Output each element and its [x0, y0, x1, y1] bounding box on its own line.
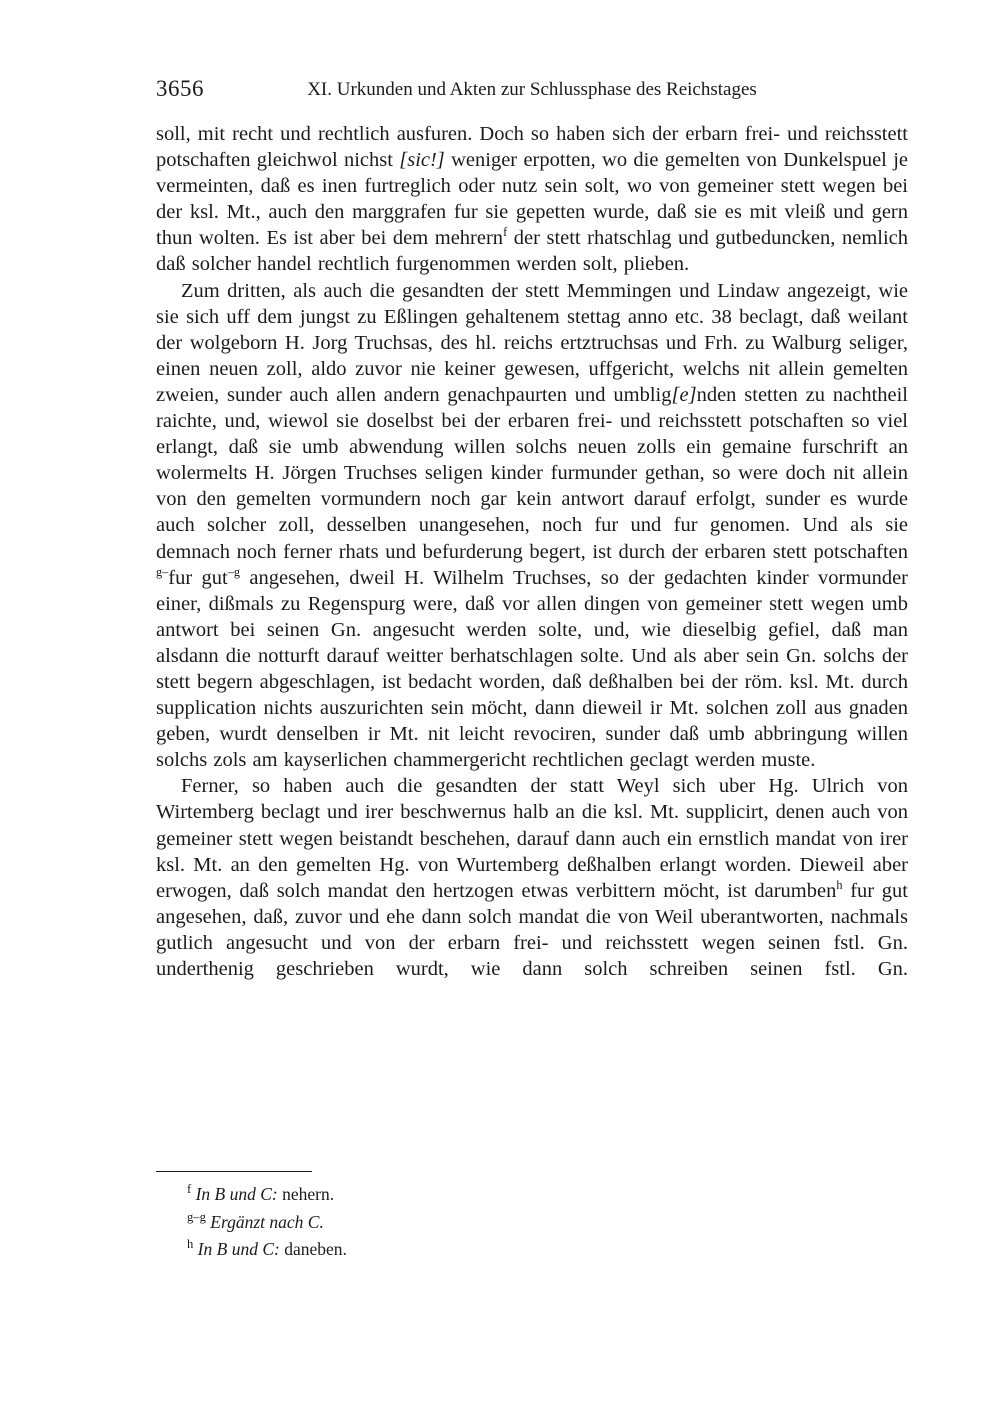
- main-text-block: [156, 121, 908, 982]
- running-header: XI. Urkunden und Akten zur Schlussphase des Reichstages: [307, 79, 757, 100]
- footnote-source: Ergänzt nach C.: [210, 1211, 324, 1232]
- sic-note: [sic!]: [399, 149, 445, 172]
- footnote-marker: h: [187, 1237, 194, 1252]
- editorial-insertion: [e]: [671, 383, 697, 406]
- footnote-marker: g–g: [187, 1209, 206, 1224]
- footnote-source: In B und C:: [197, 1239, 280, 1259]
- body-paragraph-3: [156, 773, 908, 982]
- footnote-text: nehern.: [277, 1184, 335, 1204]
- text-segment: weniger erpotten, wo die gemelten von Dunkelspuel je vermeinten, daß es inen furtreglich oder nutz sein solt, wo von gemeiner stett wegen bei der ksl. Mt., auch den marggrafen fur sie gepetten wurde, daß sie es mit vleiß und gern thun wolten. Es ist aber bei dem mehrern: [156, 149, 908, 250]
- text-segment: fur gut angesehen, daß, zuvor und ehe dann solch mandat die von Weil uberantworten, nachmals gutlich angesucht und von der erbarn frei- und reichsstett wegen seinen fstl. Gn. underthenig geschrieben wurdt, wie dann solch schreiben seinen fstl. Gn.: [156, 879, 908, 980]
- footnote-reference-f: f: [503, 225, 508, 240]
- text-segment: soll, mit recht und rechtlich ausfuren. Doch so haben sich der erbarn frei- und reichsstett potschaften gleichwol nichst: [156, 123, 908, 172]
- body-paragraph-2: [156, 278, 908, 774]
- text-segment: Zum dritten, als auch die gesandten der stett Memmingen und Lindaw angezeigt, wie sie sich uff dem jungst zu Eßlingen gehaltenem stettag anno etc. 38 beclagt, daß weilant der wolgeborn H. Jorg Truchsas, des hl. reichs ertztruchsas und Frh. zu Walburg seliger, einen neuen zoll, aldo zuvor nie keiner gewesen, uffgericht, welchs nit allein gemelten zweien, sunder auch allen andern genachpaurten und umblig: [156, 279, 908, 406]
- text-segment: fur gut: [168, 566, 228, 589]
- footnotes-section: [156, 1171, 908, 1264]
- footnote-reference-h: h: [836, 877, 843, 892]
- footnote-reference-g-close: –g: [227, 564, 241, 579]
- page-number: 3656: [156, 76, 204, 101]
- text-segment: nden stetten zu nachtheil raichte, und, wiewol sie doselbst bei der erbaren frei- und reichsstett potschaften so viel erlangt, daß sie umb abwendung willen solchs neuen zolls ein gemaine furschrift an wolermelts H. Jörgen Truchses seligen kinder furmunder gethan, so were doch nit allein von den gemelten vormundern noch gar kein antwort darauf erfolgt, sunder es wurde auch solcher zoll, desselben unangesehen, noch fur und fur genomen. Und als sie demnach noch ferner rhats und befurderung begert, ist durch der erbaren stett potschaften: [156, 383, 908, 563]
- page-header: [156, 76, 908, 106]
- text-segment: der stett rhatschlag und gutbeduncken, nemlich daß solcher handel rechtlich furgenommen werden solt, plieben.: [156, 227, 909, 276]
- footnote-text: daneben.: [279, 1239, 347, 1259]
- footnote-reference-g-open: g–: [156, 564, 169, 579]
- footnote-rule: [156, 1171, 312, 1172]
- footnote-h: [156, 1236, 908, 1264]
- footnote-g: [156, 1209, 908, 1237]
- text-segment: angesehen, dweil H. Wilhelm Truchses, so der gedachten kinder vormunder einer, dißmals zu Regenspurg were, daß vor allen dingen von gemeiner stett wegen umb antwort bei seinen Gn. angesucht werden solte, und, wie dieselbig gefiel, daß man alsdann die notturft darauf weitter berhatschlagen solte. Und als aber sein Gn. solchs der stett begern abgeschlagen, ist bedacht worden, daß deßhalben bei der röm. ksl. Mt. durch supplication nichts auszurichten sein möcht, dann dieweil ir Mt. solchen zoll aus gnaden geben, wurdt denselben ir Mt. nit leicht revociren, sunder daß umb abbringung willen solchs zols am kayserlichen chammergericht rechtlichen geclagt werden muste.: [156, 566, 908, 772]
- text-segment: Ferner, so haben auch die gesandten der statt Weyl sich uber Hg. Ulrich von Wirtemberg beclagt und irer beschwernus halb an die ksl. Mt. supplicirt, denen auch von gemeiner stett wegen beistandt beschehen, darauf dann auch ein ernstlich mandat von irer ksl. Mt. an den gemelten Hg. von Wurtemberg deßhalben erlangt worden. Dieweil aber erwogen, daß solch mandat den hertzogen etwas verbittern möcht, ist darumben: [156, 775, 908, 902]
- body-paragraph-1: [156, 121, 908, 278]
- footnote-marker: f: [187, 1182, 192, 1197]
- footnote-source: In B und C:: [195, 1184, 278, 1204]
- footnote-f: [156, 1181, 908, 1209]
